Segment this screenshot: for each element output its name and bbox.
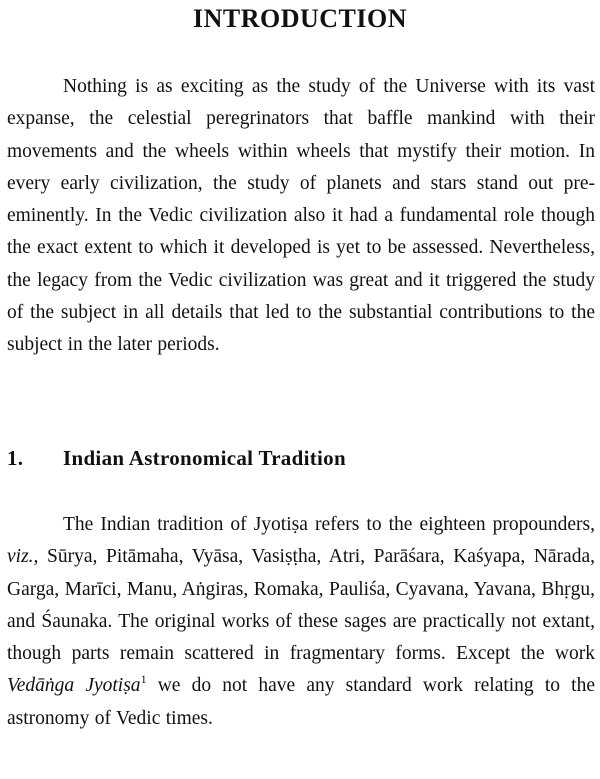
work-title: Vedāṅga Jyotiṣa bbox=[7, 675, 141, 697]
section-heading bbox=[7, 446, 346, 471]
tradition-text-part2: Sūrya, Pitāmaha, Vyāsa, Vasiṣṭha, Atri, Parāśara, Kaśyapa, Nārada, Garga, Marīci, Manu, Aṅgiras, Romaka, Pauliśa, Cyavana, Yavana, Bhṛgu, and Śaunaka. The original works of these sages are practically not extant, though parts remain scattered in fragmentary forms. Except the work bbox=[7, 546, 595, 665]
intro-paragraph-text: Nothing is as exciting as the study of the Universe with its vast expanse, the celestial peregrinators that baffle mankind with their movements and the wheels within wheels that mystify their motion. In every early civilization, the study of planets and stars stand out pre-eminently. In the Vedic civilization also it had a fundamental role though the exact extent to which it developed is yet to be assessed. Nevertheless, the legacy from the Vedic civilization was great and it triggered the study of the subject in all details that led to the substantial contributions to the subject in the later periods. bbox=[7, 76, 595, 356]
tradition-text-part3: we do not have any standard work relating to the astronomy of Vedic times. bbox=[7, 675, 595, 729]
page-title: INTRODUCTION bbox=[192, 4, 408, 33]
intro-paragraph bbox=[7, 71, 595, 362]
section-title: Indian Astronomical Tradition bbox=[63, 446, 346, 470]
tradition-text-part1: The Indian tradition of Jyotiṣa refers to the eighteen propounders, bbox=[63, 514, 595, 535]
section-number: 1. bbox=[7, 446, 24, 470]
footnote-marker[interactable]: 1 bbox=[140, 672, 147, 687]
tradition-paragraph bbox=[7, 509, 595, 735]
viz-abbreviation: viz., bbox=[7, 546, 39, 568]
